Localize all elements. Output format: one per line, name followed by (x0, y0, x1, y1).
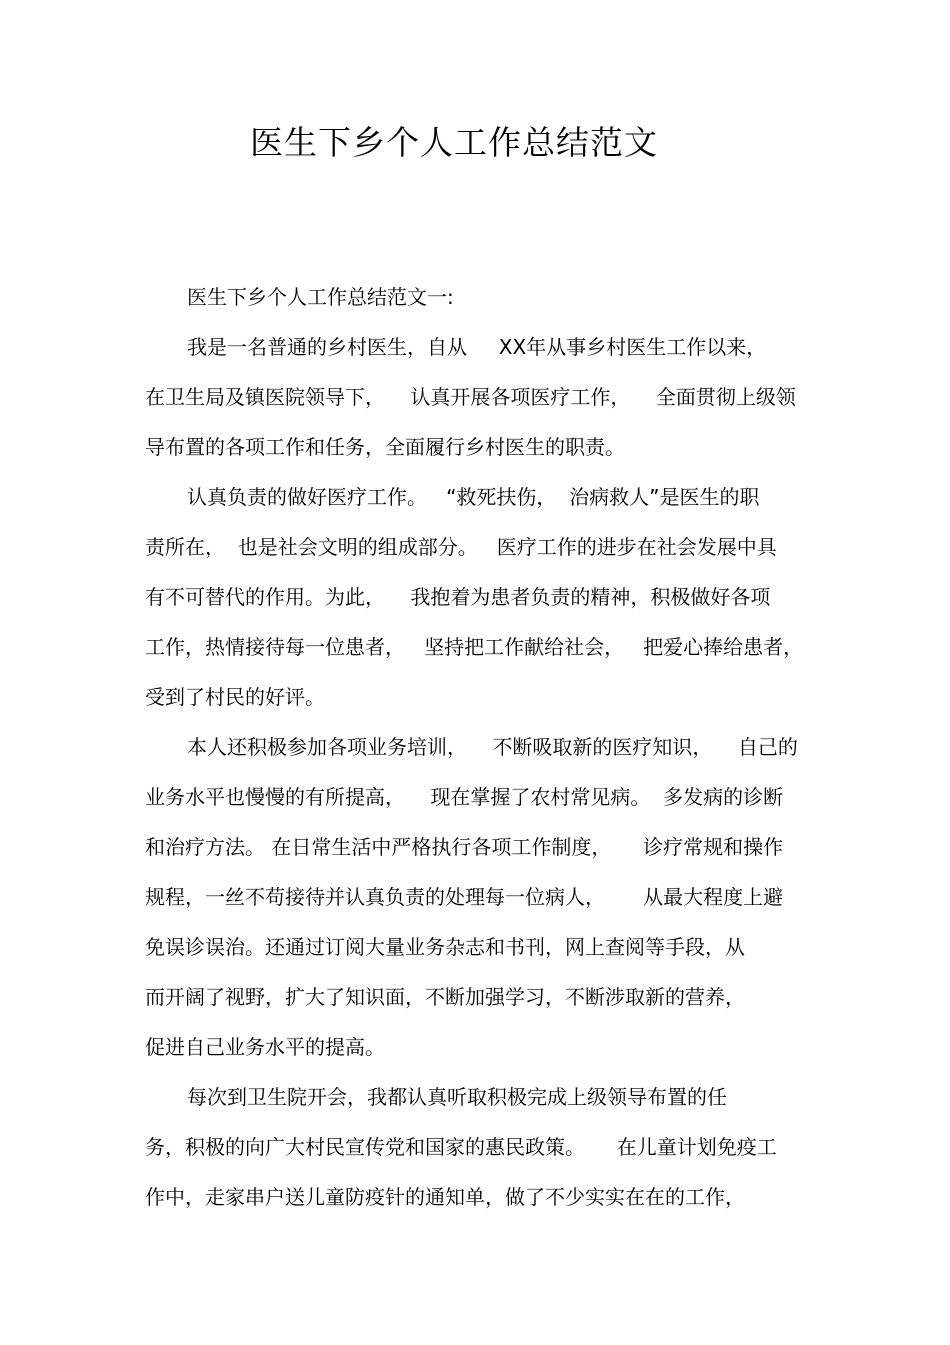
text-line: 医生下乡个人工作总结范文一: (187, 285, 454, 309)
text-line: 每次到卫生院开会，我都认真听取积极完成上级领导布置的任 (187, 1085, 727, 1109)
text-line: 工作，热情接待每一位患者， 坚持把工作献给社会， 把爱心捧给患者， (145, 635, 804, 659)
text-line: 规程，一丝不苟接待并认真负责的处理每一位病人， 从最大程度上避 (145, 885, 784, 909)
text-line: 促进自己业务水平的提高。 (145, 1035, 385, 1059)
text-line: 务，积极的向广大村民宣传党和国家的惠民政策。 在儿童计划免疫工 (145, 1135, 777, 1159)
text-line: 和治疗方法。 在日常生活中严格执行各项工作制度， 诊疗常规和操作 (145, 835, 784, 859)
text-line: 免误诊误治。还通过订阅大量业务杂志和书刊，网上查阅等手段，从 (145, 935, 745, 959)
text-line: 而开阔了视野，扩大了知识面，不断加强学习，不断涉取新的营养， (145, 985, 745, 1009)
text-line: 导布置的各项工作和任务，全面履行乡村医生的职责。 (145, 435, 625, 459)
text-line: 业务水平也慢慢的有所提高， 现在掌握了农村常见病。 多发病的诊断 (145, 785, 784, 809)
text-line: 在卫生局及镇医院领导下， 认真开展各项医疗工作， 全面贯彻上级领 (145, 385, 796, 409)
text-line: 本人还积极参加各项业务培训， 不断吸取新的医疗知识， 自己的 (187, 735, 798, 759)
text-line: 有不可替代的作用。为此， 我抱着为患者负责的精神，积极做好各项 (145, 585, 771, 609)
document-title: 医生下乡个人工作总结范文 (250, 123, 658, 162)
text-line: 受到了村民的好评。 (145, 685, 325, 709)
text-line: 我是一名普通的乡村医生，自从 XX年从事乡村医生工作以来， (187, 335, 767, 359)
text-line: 责所在， 也是社会文明的组成部分。 医疗工作的进步在社会发展中具 (145, 535, 777, 559)
document-body (145, 272, 805, 1222)
text-line: 认真负责的做好医疗工作。 “救死扶伤， 治病救人”是医生的职 (187, 485, 760, 509)
text-line: 作中，走家串户送儿童防疫针的通知单，做了不少实实在在的工作， (145, 1185, 745, 1209)
